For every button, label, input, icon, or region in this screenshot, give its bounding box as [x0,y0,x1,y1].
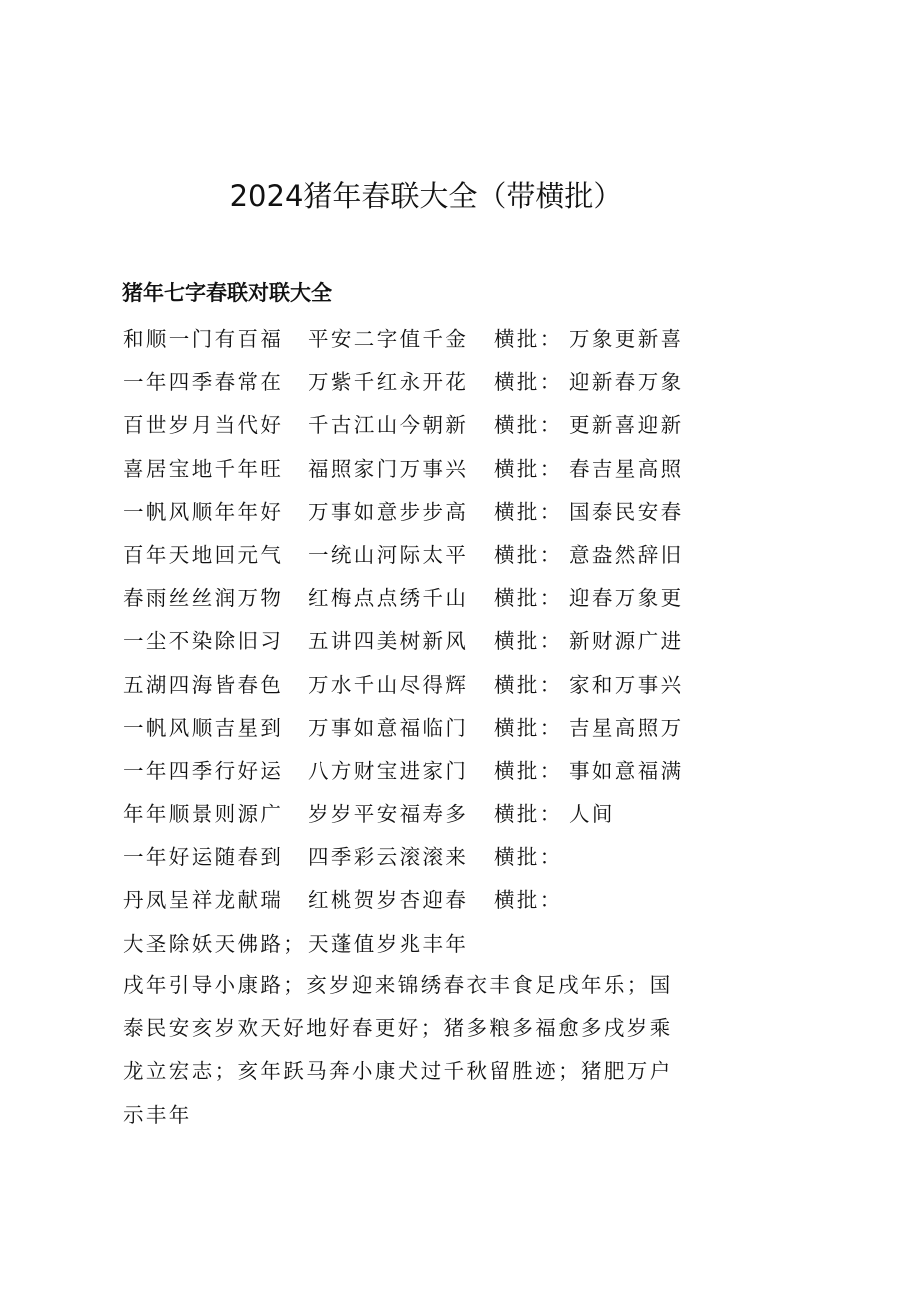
lower-line: 万水千山尽得辉 [308,672,469,697]
upper-line: 一年四季春常在 [123,370,284,395]
page-title: 2024猪年春联大全（带横批） [229,179,623,213]
horizontal-scroll-text: 人间 [569,802,615,827]
horizontal-label: 横批： [494,542,563,567]
upper-line: 和顺一门有百福 [123,327,284,351]
couplet-row [123,836,763,879]
horizontal-scroll-text: 新财源广进 [569,629,684,654]
lower-line: 福照家门万事兴 [308,456,469,481]
couplet-row [123,577,763,620]
horizontal-scroll-text: 春吉星高照 [569,456,684,481]
upper-line: 一年好运随春到 [123,845,284,870]
couplet-row [123,448,763,491]
couplet-row [123,534,763,577]
horizontal-label: 横批： [494,370,563,395]
upper-line: 一帆风顺年年好 [123,499,284,524]
horizontal-label: 横批： [494,845,563,870]
upper-line: 年年顺景则源广 [123,802,284,827]
couplet-row [123,707,763,750]
upper-line: 一年四季行好运 [123,758,284,783]
upper-line: 丹凤呈祥龙献瑞 [123,888,284,913]
upper-line: 春雨丝丝润万物 [123,586,284,611]
lower-line: 千古江山今朝新 [308,413,469,438]
horizontal-scroll-text: 迎春万象更 [569,586,684,611]
lower-line: 万紫千红永开花 [308,370,469,395]
horizontal-scroll-text: 万象更新喜 [569,327,684,351]
section-heading: 猪年七字春联对联大全 [122,281,332,305]
horizontal-label: 横批： [494,629,563,654]
lower-line: 万事如意福临门 [308,715,469,740]
horizontal-label: 横批： [494,758,563,783]
horizontal-scroll-text: 事如意福满 [569,758,684,783]
couplet-row [123,491,763,534]
horizontal-scroll-text: 更新喜迎新 [569,413,684,438]
couplet-row [123,923,763,966]
horizontal-label: 横批： [494,456,563,481]
closing-paragraph: 戌年引导小康路；亥岁迎来锦绣春衣丰食足戌年乐；国泰民安亥岁欢天好地好春更好；猪多粮多福愈多戌岁乘龙立宏志；亥年跃马奔小康犬过千秋留胜迹；猪肥万户示丰年 [123,973,673,1127]
horizontal-label: 横批： [494,586,563,611]
horizontal-scroll-text: 家和万事兴 [569,672,684,697]
lower-line: 四季彩云滚滚来 [308,845,469,870]
horizontal-scroll-text: 国泰民安春 [569,499,684,524]
lower-line: 万事如意步步高 [308,499,469,524]
couplet-row [123,318,763,361]
upper-line: 五湖四海皆春色 [123,672,284,697]
lower-line: 八方财宝进家门 [308,758,469,783]
horizontal-scroll-text: 吉星高照万 [569,715,684,740]
lower-line: 天蓬值岁兆丰年 [308,931,469,956]
horizontal-scroll-text: 迎新春万象 [569,370,684,395]
lower-line: 五讲四美树新风 [308,629,469,654]
horizontal-label: 横批： [494,888,563,913]
couplet-row [123,750,763,793]
upper-line: 喜居宝地千年旺 [123,456,284,481]
horizontal-label: 横批： [494,327,563,351]
horizontal-label: 横批： [494,802,563,827]
couplet-row [123,879,763,922]
couplet-row [123,620,763,663]
upper-line: 百年天地回元气 [123,542,284,567]
upper-line: 百世岁月当代好 [123,413,284,438]
upper-line: 一尘不染除旧习 [123,629,284,654]
lower-line: 红梅点点绣千山 [308,586,469,611]
lower-line: 一统山河际太平 [308,542,469,567]
horizontal-label: 横批： [494,413,563,438]
upper-line: 一帆风顺吉星到 [123,715,284,740]
horizontal-scroll-text: 意盎然辞旧 [569,542,684,567]
lower-line: 红桃贺岁杏迎春 [308,888,469,913]
lower-line: 平安二字值千金 [308,327,469,351]
horizontal-label: 横批： [494,715,563,740]
couplet-row [123,361,763,404]
couplet-list [123,318,763,966]
couplet-row [123,404,763,447]
lower-line: 岁岁平安福寿多 [308,802,469,827]
couplet-row [123,664,763,707]
upper-line: 大圣除妖天佛路； [123,931,307,956]
couplet-row [123,793,763,836]
horizontal-label: 横批： [494,499,563,524]
horizontal-label: 横批： [494,672,563,697]
